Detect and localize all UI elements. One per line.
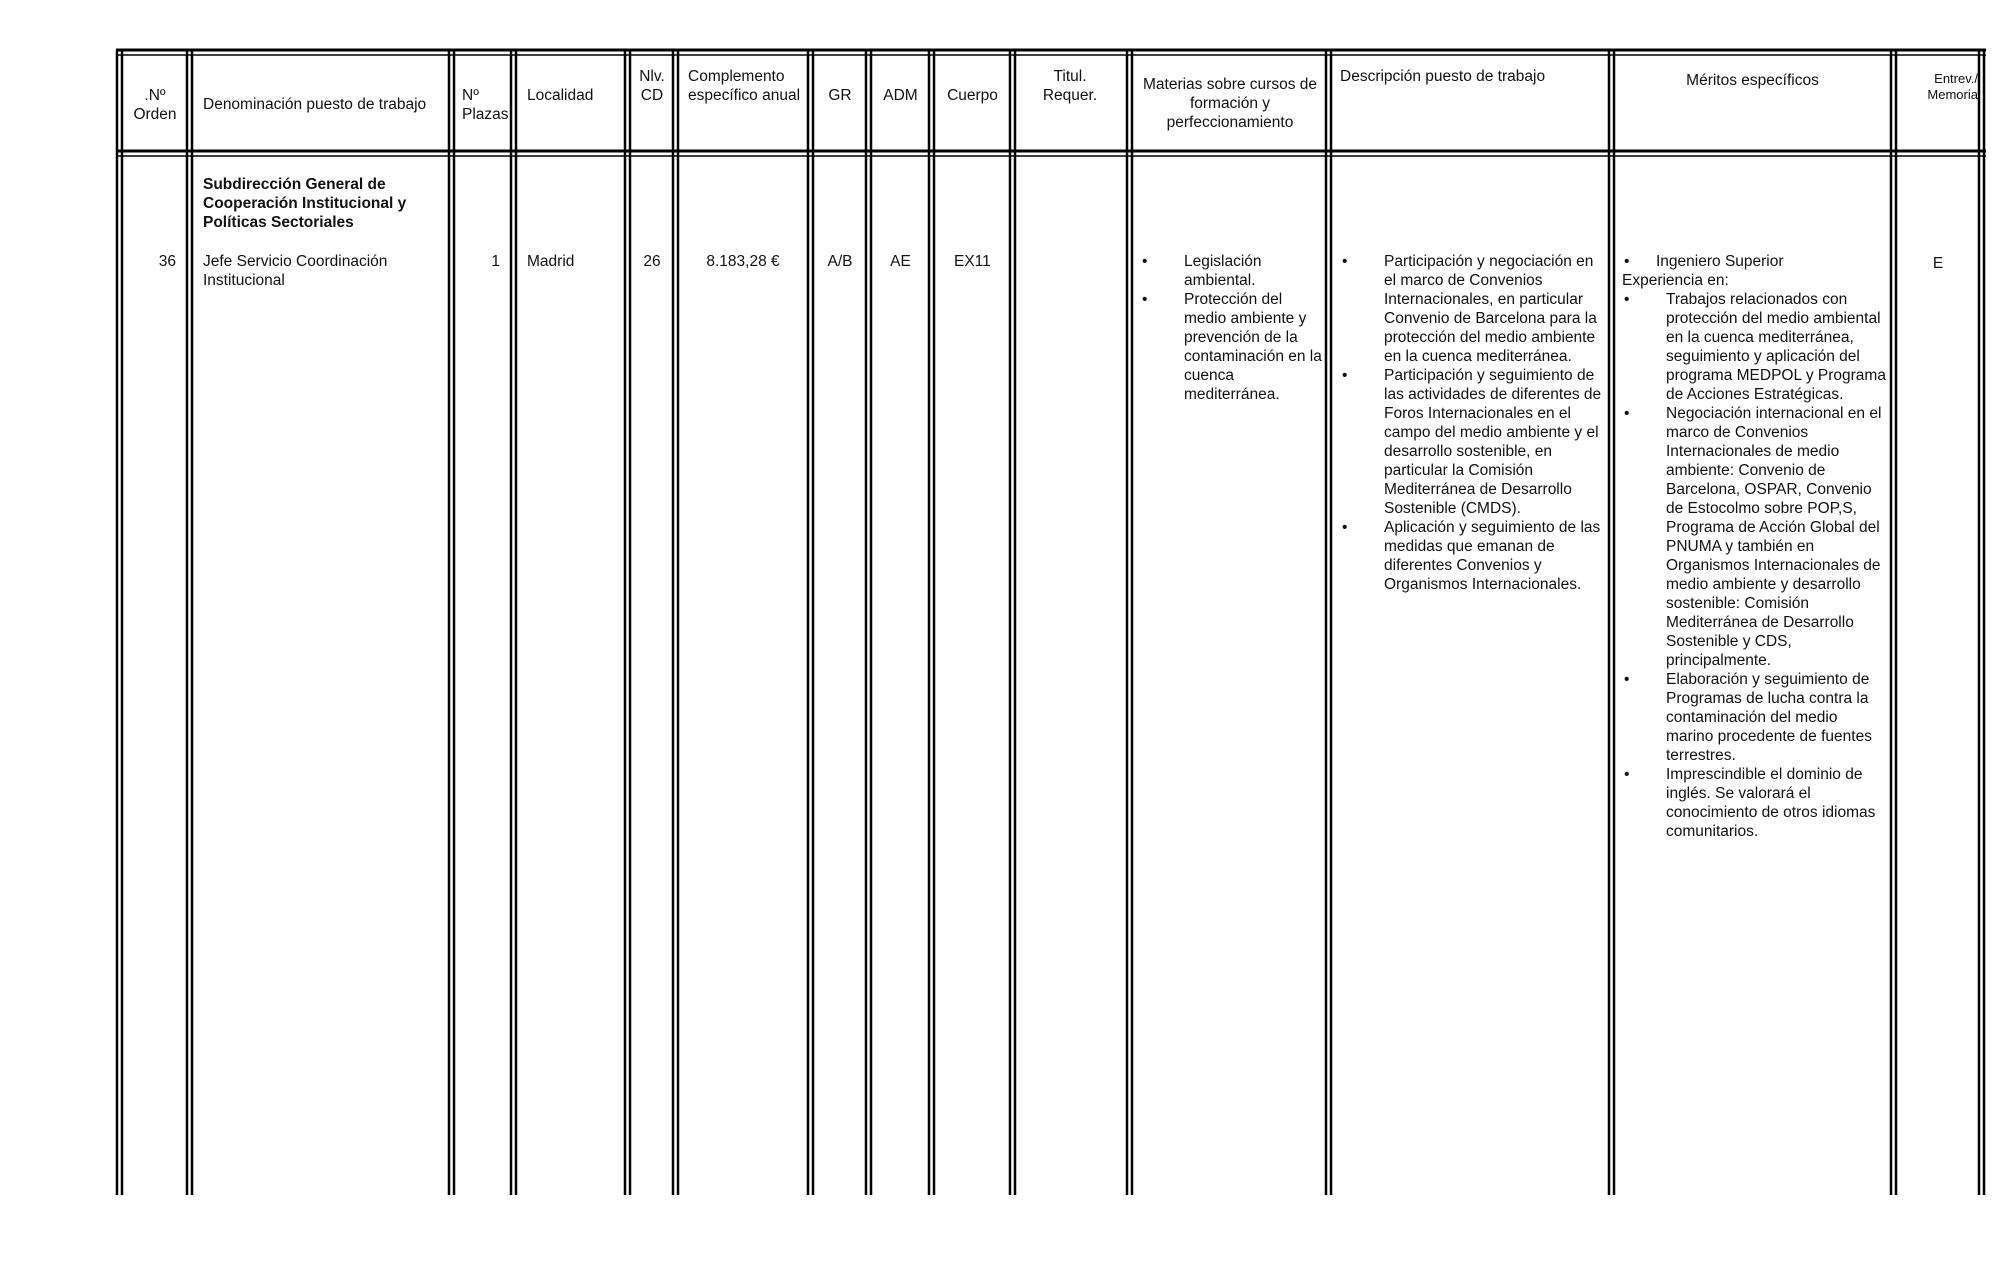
bullet-icon: • (1624, 253, 1630, 270)
header-orden: .Nº Orden (133, 87, 177, 123)
row-cuerpo: EX11 (954, 253, 991, 270)
header-descripcion: Descripción puesto de trabajo (1340, 68, 1546, 85)
list-item: • Negociación internacional en el marco de Convenios Internacionales de medio ambiente: Convenio de Barcelona, OSPAR, Convenio de Estocolmo sobre POP,S, Programa de Acción Global del PNUMA y también en Organismos Internacionales de medio ambiente y desarrollo sostenible: Comisión Mediterránea de Desarrollo Sostenible y CDS, principalmente. (1624, 405, 1882, 669)
meritos-cell (1622, 252, 1886, 841)
bullet-icon: • (1342, 367, 1348, 384)
row-nivel-cd: 26 (643, 253, 661, 270)
bullet-icon: • (1624, 405, 1630, 422)
list-item: • Legislación ambiental. (1142, 253, 1262, 289)
header-localidad: Localidad (527, 87, 594, 104)
list-item: • Trabajos relacionados con protección del medio ambiental en la cuenca mediterránea, seguimiento y aplicación del programa MEDPOL y Programa de Acciones Estratégicas. (1624, 291, 1886, 403)
header-complemento: Complemento específico anual (688, 68, 801, 104)
list-item: • Imprescindible el dominio de inglés. Se valorará el conocimiento de otros idiomas comunitarios. (1624, 766, 1876, 840)
section-title: Subdirección General de Cooperación Institucional y Políticas Sectoriales (203, 176, 407, 231)
bullet-icon: • (1142, 253, 1148, 270)
bullet-icon: • (1624, 671, 1630, 688)
list-item: • Aplicación y seguimiento de las medidas que emanan de diferentes Convenios y Organismos Internacionales. (1342, 519, 1601, 593)
header-adm: ADM (883, 87, 918, 104)
row-complemento: 8.183,28 € (706, 253, 780, 270)
row-gr: A/B (827, 253, 853, 270)
header-nivel-cd: Nlv. CD (639, 68, 665, 104)
meritos-intro-line: Experiencia en: (1622, 272, 1729, 289)
header-cuerpo: Cuerpo (947, 87, 998, 104)
header-meritos: Méritos específicos (1686, 72, 1819, 89)
bullet-icon: • (1142, 291, 1148, 308)
header-denominacion: Denominación puesto de trabajo (203, 96, 427, 113)
header-entrev: Entrev./ Memoria (1927, 71, 1978, 102)
header-titul: Titul. Requer. (1042, 68, 1098, 104)
bullet-icon: • (1342, 519, 1348, 536)
meritos-intro-item: • Ingeniero Superior (1624, 253, 1784, 270)
row-denominacion: Jefe Servicio Coordinación Institucional (203, 253, 388, 289)
row-orden: 36 (158, 253, 176, 270)
bullet-icon: • (1624, 766, 1630, 783)
header-plazas: Nº Plazas (462, 87, 509, 123)
row-plazas: 1 (491, 253, 500, 270)
header-gr: GR (828, 87, 852, 104)
bullet-icon: • (1342, 253, 1348, 270)
bullet-icon: • (1624, 291, 1630, 308)
materias-list (1140, 252, 1322, 404)
row-adm: AE (890, 253, 911, 270)
list-item: • Participación y seguimiento de las actividades de diferentes de Foros Internacionales en el campo del medio ambiente y el desarrollo sostenible, en particular la Comisión Mediterránea de Desarrollo Sostenible (CMDS). (1342, 367, 1602, 517)
meritos-list (1622, 290, 1886, 841)
list-item: • Elaboración y seguimiento de Programas de lucha contra la contaminación del medio marino procedente de fuentes terrestres. (1624, 671, 1872, 764)
list-item: • Participación y negociación en el marco de Convenios Internacionales, en particular Convenio de Barcelona para la protección del medio ambiente en la cuenca mediterránea. (1342, 253, 1597, 365)
descripcion-list (1340, 252, 1602, 594)
list-item: • Protección del medio ambiente y prevención de la contaminación en la cuenca mediterránea. (1142, 291, 1322, 403)
row-localidad: Madrid (527, 253, 575, 270)
row-entrev: E (1932, 255, 1944, 272)
header-materias: Materias sobre cursos de formación y perfeccionamiento (1142, 76, 1318, 131)
